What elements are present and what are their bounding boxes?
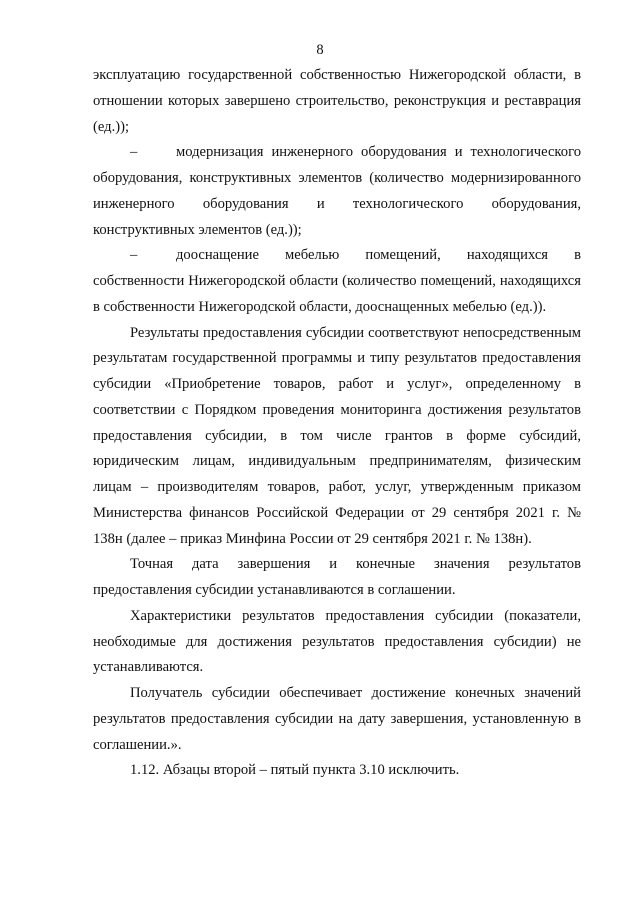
list-item-furniture <box>93 243 581 320</box>
list-item-text: дооснащение мебелью помещений, находящихся в собственности Нижегородской области (количество помещений, находящихся в собственности Нижегородской области, дооснащенных мебелью (ед.)). <box>93 247 581 315</box>
list-dash: – <box>130 247 138 264</box>
page-number: 8 <box>316 42 324 58</box>
paragraph-continuation: эксплуатацию государственной собственностью Нижегородской области, в отношении которых завершено строительство, реконструкция и реставрация (ед.)); <box>93 67 581 135</box>
list-item-text: модернизация инженерного оборудования и технологического оборудования, конструктивных элементов (количество модернизированного инженерного оборудования и технологического оборудования, конструктивных элементов (ед.)); <box>93 144 581 238</box>
list-dash: – <box>130 144 138 161</box>
paragraph-item-1-12: 1.12. Абзацы второй – пятый пункта 3.10 исключить. <box>130 762 460 779</box>
paragraph-results: Результаты предоставления субсидии соответствуют непосредственным результатам государственной программы и типу результатов предоставления субсидии «Приобретение товаров, работ и услуг», определенному в соответствии с Порядком проведения мониторинга достижения результатов предоставления субсидии, в том числе грантов в форме субсидий, юридическим лицам, индивидуальным предпринимателям, физическим лицам – производителям товаров, работ, услуг, утвержденным приказом Министерства финансов Российской Федерации от 29 сентября 2021 г. № 138н (далее – приказ Минфина России от 29 сентября 2021 г. № 138н). <box>93 324 581 547</box>
document-body <box>93 63 581 784</box>
paragraph-recipient: Получатель субсидии обеспечивает достижение конечных значений результатов предоставления субсидии на дату завершения, установленную в соглашении.». <box>93 685 581 753</box>
list-item-modernization <box>93 140 581 243</box>
paragraph-completion-date: Точная дата завершения и конечные значения результатов предоставления субсидии устанавливаются в соглашении. <box>93 556 581 598</box>
paragraph-characteristics: Характеристики результатов предоставления субсидии (показатели, необходимые для достижения результатов предоставления субсидии) не устанавливаются. <box>93 607 581 676</box>
